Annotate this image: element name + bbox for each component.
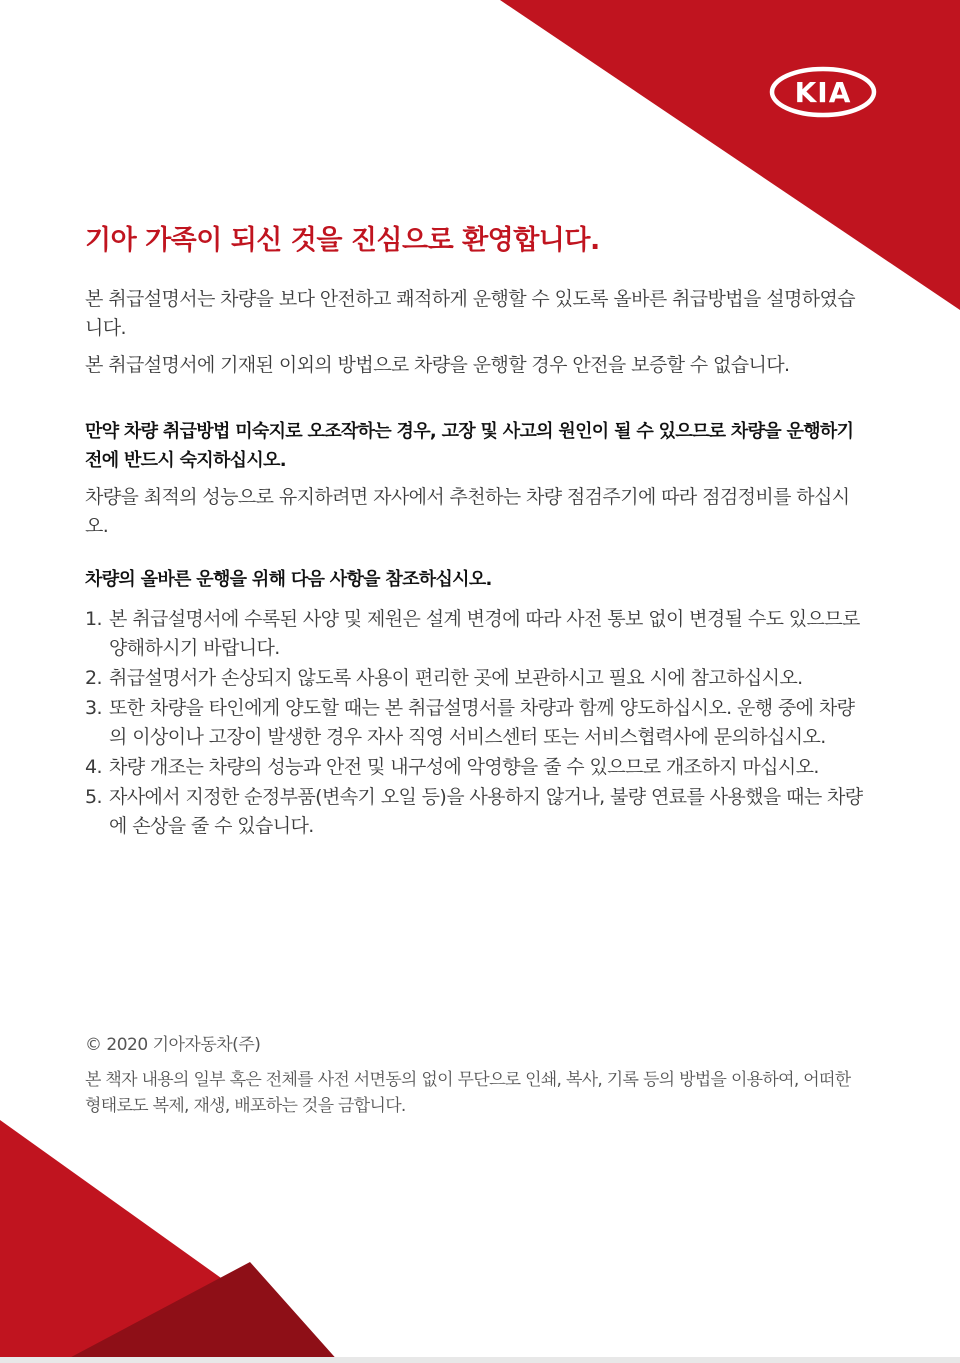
kia-logo	[768, 64, 878, 120]
kia-logo-text: KIA	[794, 76, 852, 109]
list-item	[85, 605, 863, 663]
list-item-text: 본 취급설명서에 수록된 사양 및 제원은 설계 변경에 따라 사전 통보 없이 변경될 수도 있으므로 양해하시기 바랍니다.	[109, 608, 860, 659]
page-bottom-edge	[0, 1357, 960, 1363]
list-item-number: 5.	[85, 786, 102, 808]
paragraph-safety: 본 취급설명서에 기재된 이외의 방법으로 차량을 운행할 경우 안전을 보증할 수 없습니다.	[85, 354, 790, 376]
notice-list	[85, 605, 863, 842]
list-item-text: 또한 차량을 타인에게 양도할 때는 본 취급설명서를 차량과 함께 양도하십시오. 운행 중에 차량의 이상이나 고장이 발생한 경우 자사 직영 서비스센터 또는 서비스협력사에 문의하십시오.	[109, 697, 855, 748]
page-title: 기아 가족이 되신 것을 진심으로 환영합니다.	[85, 225, 600, 256]
list-item	[85, 664, 863, 693]
paragraph-maintenance: 차량을 최적의 성능으로 유지하려면 자사에서 추천하는 차량 점검주기에 따라 점검정비를 하십시오.	[85, 486, 850, 537]
paragraph-warning: 만약 차량 취급방법 미숙지로 오조작하는 경우, 고장 및 사고의 원인이 될 수 있으므로 차량을 운행하기 전에 반드시 숙지하십시오.	[85, 421, 854, 471]
list-item-text: 자사에서 지정한 순정부품(변속기 오일 등)을 사용하지 않거나, 불량 연료를 사용했을 때는 차량에 손상을 줄 수 있습니다.	[109, 786, 863, 837]
list-item-text: 취급설명서가 손상되지 않도록 사용이 편리한 곳에 보관하시고 필요 시에 참고하십시오.	[109, 667, 803, 689]
list-item	[85, 694, 863, 752]
legal-notice: 본 책자 내용의 일부 혹은 전체를 사전 서면동의 없이 무단으로 인쇄, 복사, 기록 등의 방법을 이용하여, 어떠한 형태로도 복제, 재생, 배포하는 것을 금합니다.	[85, 1070, 851, 1116]
top-right-red-triangle	[500, 0, 960, 310]
copyright-notice: © 2020 기아자동차(주)	[85, 1035, 261, 1055]
list-heading: 차량의 올바른 운행을 위해 다음 사항을 참조하십시오.	[85, 569, 492, 590]
list-item-number: 4.	[85, 756, 102, 778]
paragraph-intro: 본 취급설명서는 차량을 보다 안전하고 쾌적하게 운행할 수 있도록 올바른 취급방법을 설명하였습니다.	[85, 288, 855, 339]
list-item-text: 차량 개조는 차량의 성능과 안전 및 내구성에 악영향을 줄 수 있으므로 개조하지 마십시오.	[109, 756, 819, 778]
list-item-number: 3.	[85, 697, 102, 719]
list-item-number: 1.	[85, 608, 102, 630]
list-item	[85, 753, 863, 782]
list-item	[85, 783, 863, 841]
list-item-number: 2.	[85, 667, 102, 689]
